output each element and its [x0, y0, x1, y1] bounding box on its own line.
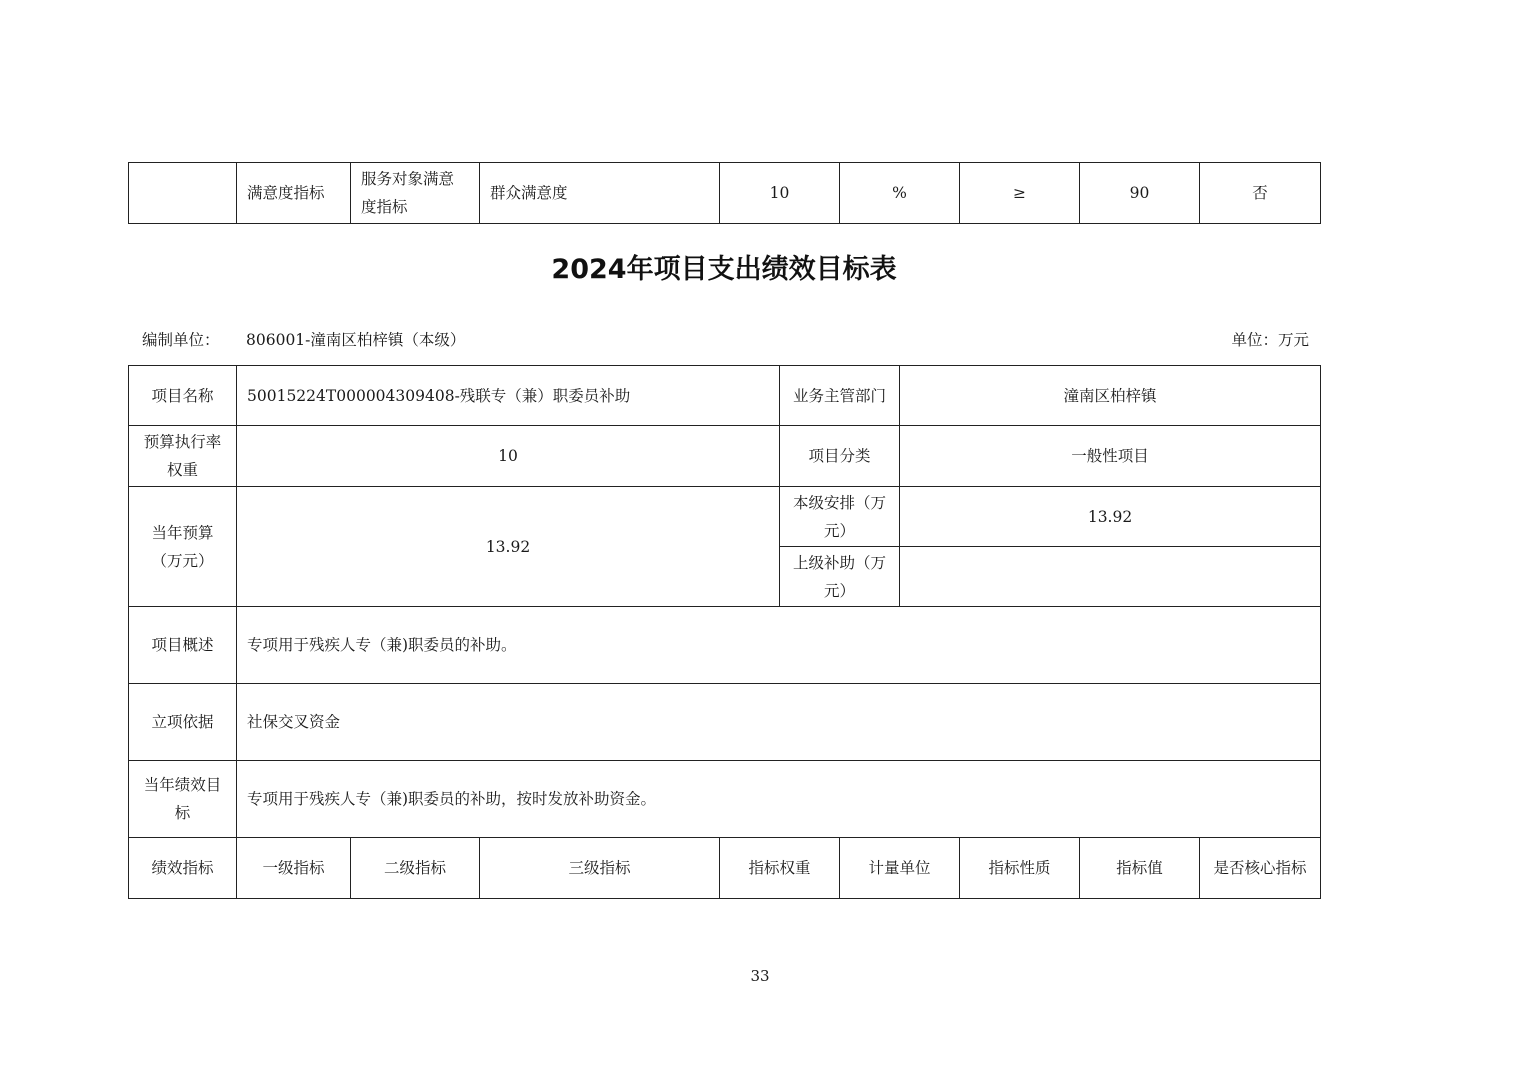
project-name-value: 50015224T000004309408-残联专（兼）职委员补助 [237, 366, 780, 426]
level3-indicator-cell: 群众满意度 [480, 163, 720, 224]
basis-value: 社保交叉资金 [237, 684, 1321, 761]
page-number: 33 [750, 967, 770, 985]
category-label: 项目分类 [780, 426, 900, 487]
superior-subsidy-label: 上级补助（万元） [792, 553, 886, 600]
indicator-header-label: 绩效指标 [129, 838, 237, 899]
empty-cell [129, 163, 237, 224]
unit-label: 单位：万元 [1231, 331, 1309, 349]
measure-unit-cell: % [840, 163, 960, 224]
dept-value: 潼南区柏梓镇 [900, 366, 1321, 426]
column-header-value: 指标值 [1080, 838, 1200, 899]
column-header-is-core: 是否核心指标 [1200, 838, 1321, 899]
overview-value: 专项用于残疾人专（兼)职委员的补助。 [237, 607, 1321, 684]
local-funding-label-cell [780, 487, 900, 547]
table-row [129, 607, 1321, 684]
local-funding-value: 13.92 [900, 487, 1321, 547]
is-core-indicator-cell: 否 [1200, 163, 1321, 224]
exec-rate-label-cell [129, 426, 237, 487]
table-row [129, 684, 1321, 761]
annual-goal-value: 专项用于残疾人专（兼)职委员的补助，按时发放补助资金。 [237, 761, 1321, 838]
indicator-weight-cell: 10 [720, 163, 840, 224]
table-row [129, 761, 1321, 838]
page-title: 2024年项目支出绩效目标表 [551, 254, 897, 285]
previous-indicator-table [128, 162, 1321, 224]
indicator-nature-cell: ≥ [960, 163, 1080, 224]
table-row [129, 426, 1321, 487]
column-header-level3: 三级指标 [480, 838, 720, 899]
indicator-header-row [129, 838, 1321, 899]
column-header-level1: 一级指标 [237, 838, 351, 899]
budget-value: 13.92 [237, 487, 780, 607]
level1-indicator-cell: 满意度指标 [237, 163, 351, 224]
annual-goal-label: 当年绩效目标 [143, 776, 222, 822]
superior-subsidy-value [900, 547, 1321, 607]
basis-label: 立项依据 [129, 684, 237, 761]
column-header-unit: 计量单位 [840, 838, 960, 899]
indicator-value-cell: 90 [1080, 163, 1200, 224]
column-header-level2: 二级指标 [351, 838, 480, 899]
annual-goal-label-cell [129, 761, 237, 838]
performance-target-table [128, 365, 1321, 899]
table-row [129, 163, 1321, 224]
org-label: 编制单位： [142, 331, 220, 349]
exec-rate-label: 预算执行率权重 [143, 433, 222, 479]
local-funding-label: 本级安排（万元） [792, 493, 886, 540]
table-row [129, 487, 1321, 547]
column-header-weight: 指标权重 [720, 838, 840, 899]
dept-label: 业务主管部门 [780, 366, 900, 426]
exec-rate-value: 10 [237, 426, 780, 487]
budget-label: 当年预算（万元） [151, 523, 214, 570]
org-value: 806001-潼南区柏梓镇（本级） [246, 331, 466, 349]
level2-indicator-cell [351, 163, 480, 224]
category-value: 一般性项目 [900, 426, 1321, 487]
level2-indicator-text: 服务对象满意度指标 [361, 170, 455, 216]
overview-label: 项目概述 [129, 607, 237, 684]
budget-label-cell [129, 487, 237, 607]
superior-subsidy-label-cell [780, 547, 900, 607]
column-header-nature: 指标性质 [960, 838, 1080, 899]
project-name-label: 项目名称 [129, 366, 237, 426]
table-row [129, 366, 1321, 426]
